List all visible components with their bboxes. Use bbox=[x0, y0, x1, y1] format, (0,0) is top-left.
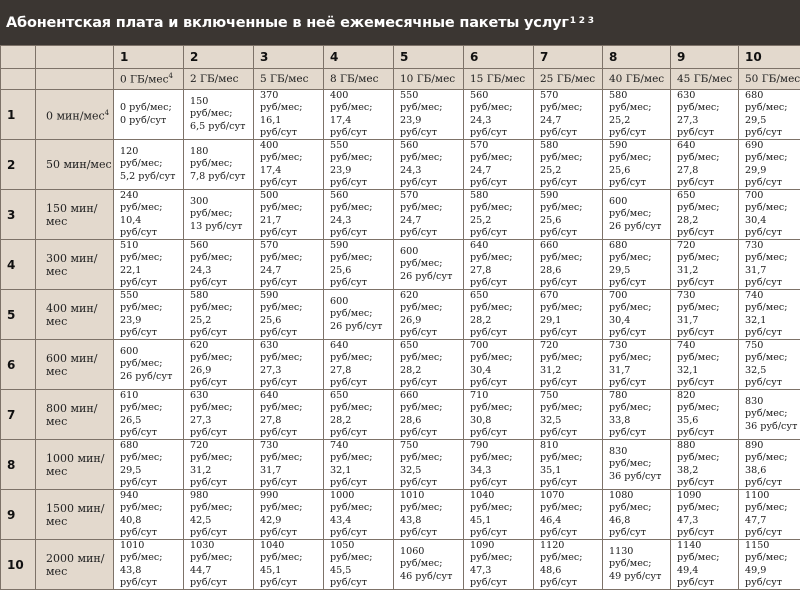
price-cell: 1090 руб/мес; 47,3 руб/сут bbox=[464, 540, 534, 590]
price-cell: 730 руб/мес; 31,7 руб/сут bbox=[603, 340, 671, 390]
price-cell: 550 руб/мес; 23,9 руб/сут bbox=[114, 290, 184, 340]
row-number: 5 bbox=[1, 290, 36, 340]
price-cell: 830 руб/мес; 36 руб/сут bbox=[603, 440, 671, 490]
price-cell: 650 руб/мес; 28,2 руб/сут bbox=[324, 390, 394, 440]
price-cell: 740 руб/мес; 32,1 руб/сут bbox=[739, 290, 800, 340]
price-cell: 620 руб/мес; 26,9 руб/сут bbox=[184, 340, 254, 390]
minutes-value: 1000 мин/мес bbox=[46, 451, 105, 478]
price-cell: 570 руб/мес; 24,7 руб/сут bbox=[464, 140, 534, 190]
price-cell: 720 руб/мес; 31,2 руб/сут bbox=[184, 440, 254, 490]
column-gb-label bbox=[464, 69, 534, 90]
row-number: 6 bbox=[1, 340, 36, 390]
minutes-value: 600 мин/мес bbox=[46, 351, 98, 378]
row-number: 4 bbox=[1, 240, 36, 290]
price-cell: 120 руб/мес; 5,2 руб/сут bbox=[114, 140, 184, 190]
table-row bbox=[1, 140, 800, 190]
price-cell: 680 руб/мес; 29,5 руб/сут bbox=[603, 240, 671, 290]
price-cell: 680 руб/мес; 29,5 руб/сут bbox=[114, 440, 184, 490]
header-blank-cell bbox=[36, 46, 114, 69]
gb-value: 25 ГБ/мес bbox=[540, 73, 596, 85]
price-cell: 510 руб/мес; 22,1 руб/сут bbox=[114, 240, 184, 290]
price-cell: 560 руб/мес; 24,3 руб/сут bbox=[184, 240, 254, 290]
row-number: 10 bbox=[1, 540, 36, 590]
price-cell: 690 руб/мес; 29,9 руб/сут bbox=[739, 140, 800, 190]
table-row bbox=[1, 490, 800, 540]
price-cell: 1070 руб/мес; 46,4 руб/сут bbox=[534, 490, 603, 540]
table-row bbox=[1, 90, 800, 140]
price-cell: 570 руб/мес; 24,7 руб/сут bbox=[254, 240, 324, 290]
price-cell: 590 руб/мес; 25,6 руб/сут bbox=[254, 290, 324, 340]
row-number: 1 bbox=[1, 90, 36, 140]
column-gb-label bbox=[324, 69, 394, 90]
minutes-value: 0 мин/мес bbox=[46, 109, 105, 123]
header-blank-cell bbox=[1, 46, 36, 69]
price-cell: 640 руб/мес; 27,8 руб/сут bbox=[324, 340, 394, 390]
price-cell: 630 руб/мес; 27,3 руб/сут bbox=[184, 390, 254, 440]
column-gb-label bbox=[739, 69, 800, 90]
price-cell: 640 руб/мес; 27,8 руб/сут bbox=[671, 140, 739, 190]
price-cell: 630 руб/мес; 27,3 руб/сут bbox=[671, 90, 739, 140]
price-cell: 750 руб/мес; 32,5 руб/сут bbox=[394, 440, 464, 490]
column-gb-label bbox=[671, 69, 739, 90]
column-gb-label bbox=[114, 69, 184, 90]
column-number: 10 bbox=[739, 46, 800, 69]
price-cell: 620 руб/мес; 26,9 руб/сут bbox=[394, 290, 464, 340]
price-cell: 600 руб/мес; 26 руб/сут bbox=[324, 290, 394, 340]
price-cell: 400 руб/мес; 17,4 руб/сут bbox=[324, 90, 394, 140]
column-number: 7 bbox=[534, 46, 603, 69]
price-cell: 700 руб/мес; 30,4 руб/сут bbox=[464, 340, 534, 390]
price-cell: 1090 руб/мес; 47,3 руб/сут bbox=[671, 490, 739, 540]
price-cell: 300 руб/мес; 13 руб/сут bbox=[184, 190, 254, 240]
row-minutes-label bbox=[36, 240, 114, 290]
price-cell: 1050 руб/мес; 45,5 руб/сут bbox=[324, 540, 394, 590]
price-cell: 980 руб/мес; 42,5 руб/сут bbox=[184, 490, 254, 540]
minutes-value: 50 мин/мес bbox=[46, 158, 112, 171]
price-cell: 650 руб/мес; 28,2 руб/сут bbox=[464, 290, 534, 340]
price-cell: 810 руб/мес; 35,1 руб/сут bbox=[534, 440, 603, 490]
price-cell: 670 руб/мес; 29,1 руб/сут bbox=[534, 290, 603, 340]
price-cell: 1100 руб/мес; 47,7 руб/сут bbox=[739, 490, 800, 540]
header-row-gb bbox=[1, 69, 800, 90]
gb-value: 45 ГБ/мес bbox=[677, 73, 733, 85]
price-cell: 880 руб/мес; 38,2 руб/сут bbox=[671, 440, 739, 490]
tariff-table bbox=[0, 45, 800, 590]
price-cell: 820 руб/мес; 35,6 руб/сут bbox=[671, 390, 739, 440]
price-cell: 570 руб/мес; 24,7 руб/сут bbox=[394, 190, 464, 240]
row-number: 7 bbox=[1, 390, 36, 440]
price-cell: 1040 руб/мес; 45,1 руб/сут bbox=[254, 540, 324, 590]
price-cell: 780 руб/мес; 33,8 руб/сут bbox=[603, 390, 671, 440]
price-cell: 1080 руб/мес; 46,8 руб/сут bbox=[603, 490, 671, 540]
minutes-value: 400 мин/мес bbox=[46, 301, 98, 328]
price-cell: 590 руб/мес; 25,6 руб/сут bbox=[603, 140, 671, 190]
price-cell: 1130 руб/мес; 49 руб/сут bbox=[603, 540, 671, 590]
price-cell: 720 руб/мес; 31,2 руб/сут bbox=[534, 340, 603, 390]
price-cell: 0 руб/мес; 0 руб/сут bbox=[114, 90, 184, 140]
table-row bbox=[1, 240, 800, 290]
column-number: 8 bbox=[603, 46, 671, 69]
price-cell: 1150 руб/мес; 49,9 руб/сут bbox=[739, 540, 800, 590]
table-row bbox=[1, 440, 800, 490]
column-number: 5 bbox=[394, 46, 464, 69]
price-cell: 580 руб/мес; 25,2 руб/сут bbox=[464, 190, 534, 240]
price-cell: 890 руб/мес; 38,6 руб/сут bbox=[739, 440, 800, 490]
row-minutes-label bbox=[36, 140, 114, 190]
price-cell: 370 руб/мес; 16,1 руб/сут bbox=[254, 90, 324, 140]
price-cell: 580 руб/мес; 25,2 руб/сут bbox=[603, 90, 671, 140]
price-cell: 580 руб/мес; 25,2 руб/сут bbox=[184, 290, 254, 340]
price-cell: 550 руб/мес; 23,9 руб/сут bbox=[394, 90, 464, 140]
title-text: Абонентская плата и включенные в неё ежемесячные пакеты услуг bbox=[6, 14, 569, 31]
table-title bbox=[0, 0, 800, 45]
gb-value: 50 ГБ/мес bbox=[745, 73, 800, 85]
table-row bbox=[1, 390, 800, 440]
price-cell: 560 руб/мес; 24,3 руб/сут bbox=[394, 140, 464, 190]
price-cell: 750 руб/мес; 32,5 руб/сут bbox=[534, 390, 603, 440]
price-cell: 830 руб/мес; 36 руб/сут bbox=[739, 390, 800, 440]
price-cell: 1000 руб/мес; 43,4 руб/сут bbox=[324, 490, 394, 540]
gb-value: 8 ГБ/мес bbox=[330, 73, 379, 85]
price-cell: 1120 руб/мес; 48,6 руб/сут bbox=[534, 540, 603, 590]
row-minutes-label bbox=[36, 390, 114, 440]
gb-value: 2 ГБ/мес bbox=[190, 73, 239, 85]
price-cell: 400 руб/мес; 17,4 руб/сут bbox=[254, 140, 324, 190]
price-cell: 560 руб/мес; 24,3 руб/сут bbox=[464, 90, 534, 140]
price-cell: 730 руб/мес; 31,7 руб/сут bbox=[739, 240, 800, 290]
gb-value: 10 ГБ/мес bbox=[400, 73, 456, 85]
price-cell: 1030 руб/мес; 44,7 руб/сут bbox=[184, 540, 254, 590]
column-gb-label bbox=[254, 69, 324, 90]
gb-value: 5 ГБ/мес bbox=[260, 73, 309, 85]
gb-value: 15 ГБ/мес bbox=[470, 73, 526, 85]
footnote-mark: 4 bbox=[168, 72, 173, 81]
row-minutes-label bbox=[36, 490, 114, 540]
header-row-numbers bbox=[1, 46, 800, 69]
price-cell: 750 руб/мес; 32,5 руб/сут bbox=[739, 340, 800, 390]
price-cell: 1010 руб/мес; 43,8 руб/сут bbox=[394, 490, 464, 540]
price-cell: 180 руб/мес; 7,8 руб/сут bbox=[184, 140, 254, 190]
row-number: 9 bbox=[1, 490, 36, 540]
price-cell: 730 руб/мес; 31,7 руб/сут bbox=[671, 290, 739, 340]
row-minutes-label bbox=[36, 540, 114, 590]
row-minutes-label bbox=[36, 190, 114, 240]
minutes-value: 300 мин/мес bbox=[46, 251, 98, 278]
minutes-value: 800 мин/мес bbox=[46, 401, 98, 428]
price-cell: 660 руб/мес; 28,6 руб/сут bbox=[394, 390, 464, 440]
footnote-mark: 4 bbox=[104, 108, 110, 117]
header-blank-cell bbox=[36, 69, 114, 90]
price-cell: 600 руб/мес; 26 руб/сут bbox=[114, 340, 184, 390]
column-number: 4 bbox=[324, 46, 394, 69]
price-cell: 660 руб/мес; 28,6 руб/сут bbox=[534, 240, 603, 290]
column-gb-label bbox=[534, 69, 603, 90]
row-minutes-label bbox=[36, 90, 114, 140]
price-cell: 1010 руб/мес; 43,8 руб/сут bbox=[114, 540, 184, 590]
price-cell: 150 руб/мес; 6,5 руб/сут bbox=[184, 90, 254, 140]
column-gb-label bbox=[184, 69, 254, 90]
price-cell: 600 руб/мес; 26 руб/сут bbox=[394, 240, 464, 290]
price-cell: 630 руб/мес; 27,3 руб/сут bbox=[254, 340, 324, 390]
minutes-value: 150 мин/мес bbox=[46, 201, 98, 228]
minutes-value: 2000 мин/мес bbox=[46, 551, 105, 578]
row-minutes-label bbox=[36, 440, 114, 490]
column-number: 9 bbox=[671, 46, 739, 69]
price-cell: 560 руб/мес; 24,3 руб/сут bbox=[324, 190, 394, 240]
price-cell: 790 руб/мес; 34,3 руб/сут bbox=[464, 440, 534, 490]
price-cell: 700 руб/мес; 30,4 руб/сут bbox=[739, 190, 800, 240]
price-cell: 650 руб/мес; 28,2 руб/сут bbox=[671, 190, 739, 240]
gb-value: 0 ГБ/мес bbox=[120, 73, 169, 86]
price-cell: 600 руб/мес; 26 руб/сут bbox=[603, 190, 671, 240]
price-cell: 640 руб/мес; 27,8 руб/сут bbox=[254, 390, 324, 440]
price-cell: 610 руб/мес; 26,5 руб/сут bbox=[114, 390, 184, 440]
price-cell: 990 руб/мес; 42,9 руб/сут bbox=[254, 490, 324, 540]
row-minutes-label bbox=[36, 290, 114, 340]
column-number: 1 bbox=[114, 46, 184, 69]
column-number: 2 bbox=[184, 46, 254, 69]
price-cell: 720 руб/мес; 31,2 руб/сут bbox=[671, 240, 739, 290]
price-cell: 710 руб/мес; 30,8 руб/сут bbox=[464, 390, 534, 440]
title-footnote-marks: 1 2 3 bbox=[569, 15, 594, 26]
price-cell: 650 руб/мес; 28,2 руб/сут bbox=[394, 340, 464, 390]
row-number: 2 bbox=[1, 140, 36, 190]
header-blank-cell bbox=[1, 69, 36, 90]
price-cell: 680 руб/мес; 29,5 руб/сут bbox=[739, 90, 800, 140]
minutes-value: 1500 мин/мес bbox=[46, 501, 105, 528]
column-number: 6 bbox=[464, 46, 534, 69]
price-cell: 940 руб/мес; 40,8 руб/сут bbox=[114, 490, 184, 540]
price-cell: 640 руб/мес; 27,8 руб/сут bbox=[464, 240, 534, 290]
price-cell: 570 руб/мес; 24,7 руб/сут bbox=[534, 90, 603, 140]
row-number: 3 bbox=[1, 190, 36, 240]
price-cell: 1140 руб/мес; 49,4 руб/сут bbox=[671, 540, 739, 590]
column-number: 3 bbox=[254, 46, 324, 69]
gb-value: 40 ГБ/мес bbox=[609, 73, 665, 85]
table-row bbox=[1, 190, 800, 240]
table-row bbox=[1, 540, 800, 590]
price-cell: 590 руб/мес; 25,6 руб/сут bbox=[324, 240, 394, 290]
price-cell: 730 руб/мес; 31,7 руб/сут bbox=[254, 440, 324, 490]
price-cell: 240 руб/мес; 10,4 руб/сут bbox=[114, 190, 184, 240]
column-gb-label bbox=[394, 69, 464, 90]
table-row bbox=[1, 340, 800, 390]
price-cell: 500 руб/мес; 21,7 руб/сут bbox=[254, 190, 324, 240]
column-gb-label bbox=[603, 69, 671, 90]
price-cell: 590 руб/мес; 25,6 руб/сут bbox=[534, 190, 603, 240]
price-cell: 740 руб/мес; 32,1 руб/сут bbox=[671, 340, 739, 390]
price-cell: 1060 руб/мес; 46 руб/сут bbox=[394, 540, 464, 590]
price-cell: 550 руб/мес; 23,9 руб/сут bbox=[324, 140, 394, 190]
price-cell: 700 руб/мес; 30,4 руб/сут bbox=[603, 290, 671, 340]
price-cell: 740 руб/мес; 32,1 руб/сут bbox=[324, 440, 394, 490]
row-number: 8 bbox=[1, 440, 36, 490]
price-cell: 580 руб/мес; 25,2 руб/сут bbox=[534, 140, 603, 190]
row-minutes-label bbox=[36, 340, 114, 390]
table-row bbox=[1, 290, 800, 340]
price-cell: 1040 руб/мес; 45,1 руб/сут bbox=[464, 490, 534, 540]
